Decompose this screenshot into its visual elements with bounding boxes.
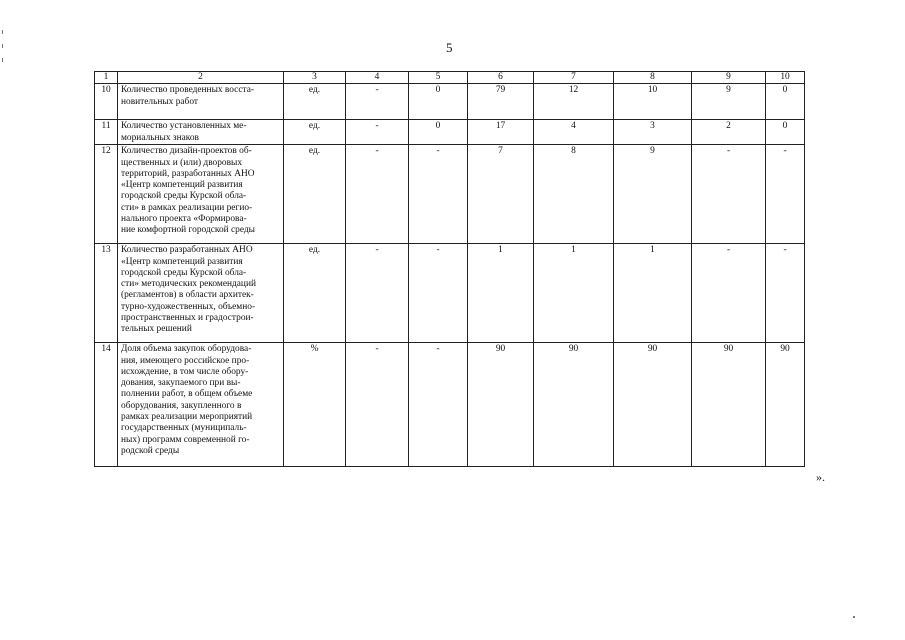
value-cell: 1 [534,244,614,343]
value-cell: 90 [766,343,805,467]
value-cell: 3 [614,120,692,145]
table-row [95,120,805,145]
unit-cell: ед. [284,84,346,120]
column-number-header: 6 [468,72,534,84]
unit-cell: ед. [284,120,346,145]
scan-mark [853,616,855,618]
value-cell: 0 [409,84,468,120]
value-cell: - [346,145,409,244]
value-cell: - [766,244,805,343]
value-cell: - [409,145,468,244]
row-number-cell: 11 [95,120,118,145]
indicator-name-cell: Количество дизайн-проектов об- щественных и (или) дворовых территорий, разработанных АНО «Центр компетенций развития городской среды Курской обла- сти» в рамках реализации регио- нального проекта «Формирова- ние комфортной городской среды [118,145,284,244]
value-cell: - [766,145,805,244]
value-cell: 79 [468,84,534,120]
table-row [95,343,805,467]
value-cell: 7 [468,145,534,244]
value-cell: 0 [409,120,468,145]
value-cell: 90 [534,343,614,467]
column-number-header: 1 [95,72,118,84]
value-cell: 90 [468,343,534,467]
value-cell: - [409,244,468,343]
table-row [95,84,805,120]
column-number-header: 4 [346,72,409,84]
scan-mark [2,44,3,48]
row-number-cell: 13 [95,244,118,343]
value-cell: 90 [614,343,692,467]
value-cell: 4 [534,120,614,145]
value-cell: - [692,145,766,244]
column-number-header: 5 [409,72,468,84]
page-number: 5 [446,40,453,55]
table-row [95,244,805,343]
value-cell: 90 [692,343,766,467]
row-number-cell: 12 [95,145,118,244]
indicators-table [94,71,805,467]
value-cell: - [692,244,766,343]
row-number-cell: 14 [95,343,118,467]
indicator-name-cell: Доля объема закупок оборудова- ния, имеющего российское про- исхождение, в том числе обору- дования, закупаемого при вы- полнении работ, в общем объеме оборудования, закупленного в рамках реализации мероприятий государственных (муниципаль- ных) программ современной го- родской среды [118,343,284,467]
value-cell: 9 [692,84,766,120]
indicator-name-cell: Количество разработанных АНО «Центр компетенций развития городской среды Курской обла- сти» методических рекомендаций (регламентов) в области архитек- турно-художественных, объемно- пространственных и градострои- тельных решений [118,244,284,343]
value-cell: 0 [766,84,805,120]
unit-cell: ед. [284,145,346,244]
table-header-row [95,72,805,84]
value-cell: 0 [766,120,805,145]
value-cell: - [346,244,409,343]
indicator-name-cell: Количество установленных ме- мориальных знаков [118,120,284,145]
value-cell: 12 [534,84,614,120]
value-cell: - [409,343,468,467]
value-cell: 10 [614,84,692,120]
scan-mark [2,58,3,62]
indicator-name-cell: Количество проведенных восста- новительных работ [118,84,284,120]
value-cell: 2 [692,120,766,145]
value-cell: 17 [468,120,534,145]
column-number-header: 2 [118,72,284,84]
scan-mark [2,30,3,34]
table-row [95,145,805,244]
column-number-header: 10 [766,72,805,84]
column-number-header: 8 [614,72,692,84]
value-cell: - [346,84,409,120]
value-cell: 1 [468,244,534,343]
value-cell: 1 [614,244,692,343]
value-cell: - [346,120,409,145]
value-cell: 9 [614,145,692,244]
column-number-header: 3 [284,72,346,84]
unit-cell: ед. [284,244,346,343]
value-cell: - [346,343,409,467]
row-number-cell: 10 [95,84,118,120]
unit-cell: % [284,343,346,467]
column-number-header: 7 [534,72,614,84]
column-number-header: 9 [692,72,766,84]
value-cell: 8 [534,145,614,244]
closing-quote-mark: ». [816,470,825,484]
